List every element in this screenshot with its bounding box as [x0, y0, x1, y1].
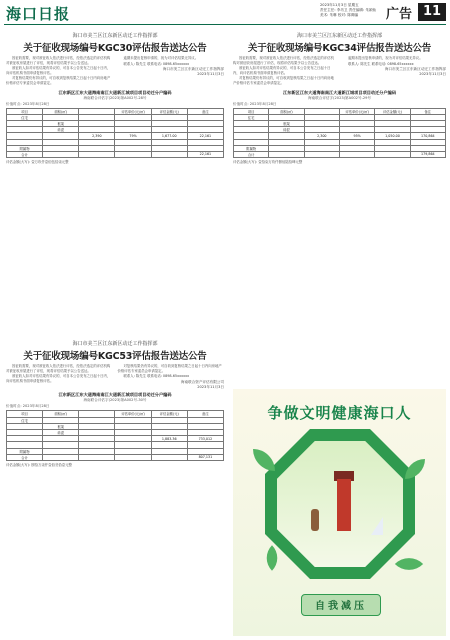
table-cell: 评估单价(元/㎡) — [339, 108, 374, 114]
table-body — [7, 411, 224, 461]
table-subtitle: 海南联合评估字(2023)第A002号-28号 — [83, 95, 147, 100]
table-note: 评估金额(大写): 壹拾柒万玖仟捌佰陆拾肆元整 — [233, 160, 303, 165]
table-cell: 79% — [115, 133, 151, 139]
notice-paragraph: 逾期未提出复核申请的，视为对评估结果无异议。 — [348, 56, 423, 60]
notice-paragraph: 对复核结果仍有异议的，可自收到复核结果之日起十日内向房地产价格评估专家委员会申请鉴定。 — [6, 76, 111, 85]
notice-org: 海口市美兰区江东新区动迁工作指挥部 — [72, 33, 158, 39]
notice-org: 海口市美兰区江东新区动迁工作指挥部 — [72, 341, 158, 347]
table-cell: 项目 — [7, 411, 43, 417]
notice-body — [6, 56, 224, 87]
table-cell: 框架 — [43, 120, 79, 126]
table-cell: 评估金额(元) — [375, 108, 410, 114]
table-cell: 807,131 — [187, 454, 223, 460]
notice-paragraph: 因征收需要，现对被征收人依法进行评估，经依法选定的评估机构对被征收房屋进行了评估，现将评估结果予以公告送达。 — [6, 364, 111, 373]
table-cell: 1,050.00 — [375, 133, 410, 139]
leaf-icon — [395, 550, 423, 578]
page-number: 11 — [418, 3, 446, 21]
notice-paragraph: 因征收需要，现对被征收人依法进行评估，经依法选定的评估机构对被征收房屋进行了评估，现将评估结果予以公告送达。 — [233, 56, 334, 65]
leaf-icon — [405, 459, 425, 479]
table-cell: 住宅 — [7, 417, 43, 423]
table-cell: 备注 — [410, 108, 445, 114]
table-cell: 项目 — [234, 108, 269, 114]
section-label: 广告 — [386, 7, 413, 22]
table-cell — [115, 454, 151, 460]
table-cell: 170,864 — [410, 133, 445, 139]
table-cell: 1,883.36 — [151, 436, 187, 442]
table-cell: 733,012 — [187, 436, 223, 442]
notice-kgc34 — [233, 32, 446, 382]
table-cell: 22,161 — [187, 133, 223, 139]
table-cell: 备注 — [187, 108, 223, 114]
masthead — [0, 0, 450, 26]
table-date: 价值时点: 2023年8月28日 — [233, 101, 277, 106]
notice-paragraph: 被征收人如对评估结果有异议的，可自本公告发布之日起十日内，向评估机构书面申请复核评估。 — [6, 374, 111, 383]
notice-body — [233, 56, 446, 87]
notice-title: 关于征收现场编号KGC53评估报告送达公告 — [23, 351, 207, 362]
sailboat-icon — [371, 517, 383, 535]
notice-paragraph: 联系人: 陈先生 联系电话: 0898-65xxxxxx — [348, 61, 414, 66]
table-cell: 评估单价(元/㎡) — [115, 108, 151, 114]
table-cell: 项目 — [7, 108, 43, 114]
table-cell: 面积(㎡) — [43, 411, 79, 417]
header-rule — [4, 24, 446, 25]
dateline: 2023年11月3日 星期五 责任主任: 李坊卫 责任编辑: 朱颖仙 美术: 朱琳 校对: 陈卿编 — [320, 3, 377, 17]
table-cell: 砖混 — [269, 127, 304, 133]
table-cell — [79, 454, 115, 460]
table-cell: 附属物 — [234, 145, 269, 151]
table-cell — [151, 151, 187, 157]
table-cell — [151, 454, 187, 460]
valuation-table — [233, 108, 446, 159]
notice-paragraph: 对复核结果仍有异议的，可自收到复核结果之日起十日内向房地产价格评估专家委员会申请鉴定。 — [233, 76, 334, 85]
table-cell: 评估单价(元/㎡) — [115, 411, 151, 417]
table-cell — [43, 454, 79, 460]
notice-paragraph: 联系人: 陈先生 联系电话: 0898-65xxxxxx — [123, 374, 190, 379]
table-date: 价值时点: 2023年8月28日 — [6, 101, 50, 106]
table-cell: 框架 — [269, 120, 304, 126]
table-cell — [269, 151, 304, 157]
table-body — [7, 108, 224, 158]
notice-body — [6, 364, 224, 389]
table-cell — [304, 151, 339, 157]
table-row — [7, 151, 224, 157]
table-cell: 附属物 — [7, 145, 43, 151]
table-cell: 179,864 — [410, 151, 445, 157]
table-cell: 住宅 — [234, 114, 269, 120]
table-cell: 面积(㎡) — [269, 108, 304, 114]
table-cell — [115, 151, 151, 157]
notice-paragraph: 逾期未提出复核申请的，视为对评估结果无异议。 — [123, 56, 199, 60]
table-date: 价值时点: 2023年8月28日 — [6, 404, 50, 409]
notice-kgc53 — [6, 340, 224, 636]
table-cell: 95% — [339, 133, 374, 139]
table-cell — [339, 151, 374, 157]
notice-org: 海口市美兰区江东新区动迁工作指挥部 — [296, 33, 382, 39]
table-subtitle: 海南联合评估字(2023)第A002号-29号 — [307, 95, 372, 100]
valuation-table — [6, 410, 224, 461]
notice-paragraph: 联系人: 陈先生 联系电话: 0898-65xxxxxx — [123, 61, 190, 66]
table-cell: 评估金额(元) — [151, 411, 187, 417]
poster-title: 争做文明健康海口人 — [267, 404, 412, 422]
valuation-table — [6, 108, 224, 159]
bell-tower-icon — [337, 479, 351, 531]
table-cell: 砖混 — [43, 127, 79, 133]
poster-ribbon-text: 自我减压 — [315, 601, 367, 612]
notice-signature: 海口市美兰区江东新区动迁工作指挥部 2023年11月3日 — [162, 67, 224, 76]
table-row — [7, 454, 224, 460]
table-cell: 合计 — [7, 151, 43, 157]
table-row — [234, 151, 446, 157]
notice-paragraph: 因征收需要，现对被征收人依法进行评估，经依法选定的评估机构对被征收房屋进行了评估，现将评估结果予以公告送达。 — [6, 56, 111, 65]
table-cell: 2,300 — [304, 133, 339, 139]
notice-paragraph: 被征收人如对评估结果有异议的，可自本公告发布之日起十日内，向评估机构书面申请复核评估。 — [6, 66, 111, 75]
table-cell: 砖混 — [43, 429, 79, 435]
table-body — [234, 108, 446, 158]
table-cell — [43, 151, 79, 157]
table-cell: 合计 — [234, 151, 269, 157]
notice-title: 关于征收现场编号KGC30评估报告送达公告 — [23, 43, 207, 54]
notice-paragraph: 对复核结果仍有异议的，可自收到复核结果之日起十日内向房地产价格评估专家委员会申请鉴定。 — [117, 364, 222, 373]
table-cell: 2,390 — [79, 133, 115, 139]
table-title: 江东新区江东大道海南南江大道新江城项目项目动迁分户编码 — [58, 89, 172, 95]
table-cell: 框架 — [43, 423, 79, 429]
notice-paragraph: 被征收人如对评估结果有异议的，可自本公告发布之日起十日内，向评估机构书面申请复核评估。 — [233, 66, 331, 75]
civility-poster — [233, 389, 446, 636]
notice-title: 关于征收现场编号KGC34评估报告送达公告 — [247, 43, 432, 54]
leaf-icon — [253, 449, 275, 471]
table-cell — [375, 151, 410, 157]
newspaper-logo: 海口日报 — [6, 5, 71, 23]
table-cell: 22,161 — [187, 151, 223, 157]
notice-signature: 海口市美兰区江东新区动迁工作指挥部 2023年11月3日 — [384, 67, 446, 76]
table-title: 江东新区江东大道海南南江大道新江城项目项目动迁分户编码 — [58, 392, 172, 398]
table-note: 评估金额(大写): 捌拾万柒仟壹佰叁拾壹元整 — [6, 462, 72, 467]
person-figure — [311, 509, 319, 531]
table-subtitle: 海南联合评估字(2023)第A002号-30号 — [83, 398, 147, 403]
table-cell: 附属物 — [7, 448, 43, 454]
notice-kgc30 — [6, 32, 224, 337]
table-title: 江东新区江东大道海南南江大道新江城项目项目动迁分户编码 — [282, 89, 397, 95]
notice-signature: 海南联合资产评估有限公司 2023年11月3日 — [180, 379, 224, 389]
table-note: 评估金额(大写): 壹万玖仟壹佰伍拾柒元整 — [6, 160, 69, 165]
table-cell: 合计 — [7, 454, 43, 460]
table-cell: 住宅 — [7, 114, 43, 120]
table-cell: 备注 — [187, 411, 223, 417]
table-cell — [79, 151, 115, 157]
table-cell: 面积(㎡) — [43, 108, 79, 114]
table-cell: 评估金额(元) — [151, 108, 187, 114]
table-cell: 1,677.00 — [151, 133, 187, 139]
